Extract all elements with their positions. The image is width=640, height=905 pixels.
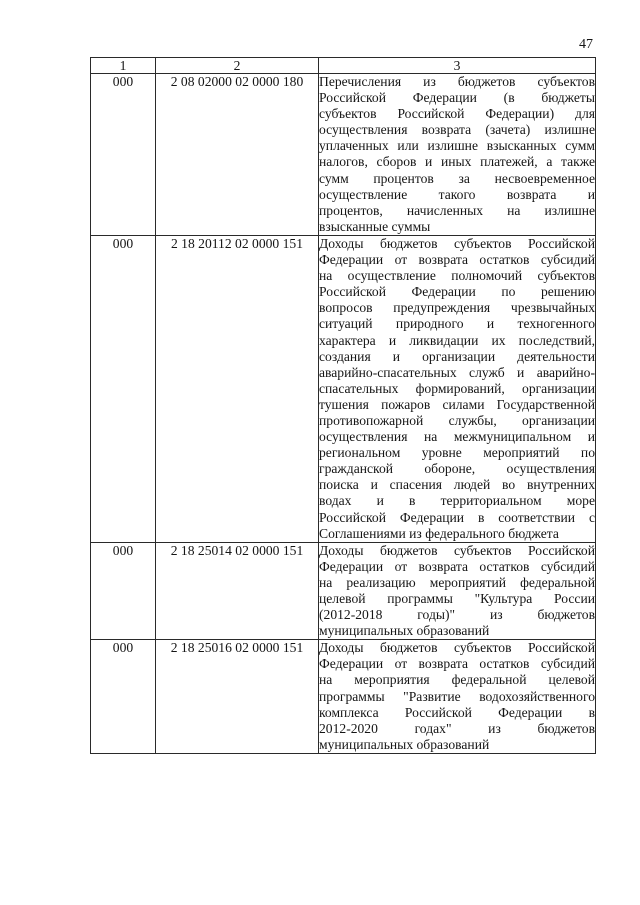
description-line: Доходы бюджетов субъектов Российской [319, 542, 595, 558]
description-line: комплекса Российской Федерации в [319, 704, 595, 720]
description-line: 2012-2020 годах" из бюджетов [319, 720, 595, 736]
description-line: (2012-2018 годы)" из бюджетов [319, 607, 595, 623]
description-cell [319, 235, 596, 542]
revenue-code-cell: 2 08 02000 02 0000 180 [156, 74, 319, 236]
admin-code-cell: 000 [91, 74, 156, 236]
admin-code-cell: 000 [91, 235, 156, 542]
description-cell [319, 542, 596, 640]
description-line: Доходы бюджетов субъектов Российской [319, 235, 595, 251]
description-line: водах и в территориальном море [319, 493, 595, 509]
description-line: на мероприятия федеральной целевой [319, 672, 595, 688]
description-line: осуществление такого возврата и [319, 186, 595, 202]
description-line: характера и ликвидации их последствий, [319, 332, 595, 348]
description-line: целевой программы "Культура России [319, 591, 595, 606]
table-row [91, 235, 596, 542]
description-line: процентов, начисленных на излишне [319, 202, 595, 218]
description-line: уплаченных или излишне взысканных сумм [319, 138, 595, 154]
table-header-row [91, 58, 596, 74]
admin-code-cell: 000 [91, 542, 156, 640]
description-line: сумм процентов за несвоевременное [319, 170, 595, 186]
description-line: Российской Федерации в соответствии с [319, 509, 595, 525]
column-header-1: 1 [91, 58, 156, 74]
description-line: вопросов предупреждения чрезвычайных [319, 300, 595, 316]
description-line: налогов, сборов и иных платежей, а также [319, 154, 595, 170]
page-number: 47 [579, 37, 593, 52]
admin-code-cell: 000 [91, 640, 156, 754]
description-line: поиска и спасения людей во внутренних [319, 477, 595, 493]
description-line: Федерации от возврата остатков субсидий [319, 252, 595, 268]
description-line: на реализацию мероприятий федеральной [319, 574, 595, 590]
revenue-code-cell: 2 18 25016 02 0000 151 [156, 640, 319, 754]
description-line: муниципальных образований [319, 736, 490, 752]
description-line: осуществления возврата (зачета) излишне [319, 122, 595, 138]
revenue-code-cell: 2 18 25014 02 0000 151 [156, 542, 319, 640]
description-line: Федерации от возврата остатков субсидий [319, 558, 595, 574]
table-row [91, 542, 596, 640]
budget-classification-table [90, 57, 596, 754]
description-line: Федерации от возврата остатков субсидий [319, 656, 595, 672]
description-line: Российской Федерации (в бюджеты [319, 90, 595, 106]
table-row [91, 74, 596, 236]
column-header-2: 2 [156, 58, 319, 74]
description-cell [319, 74, 596, 236]
description-line: гражданской обороне, осуществления [319, 461, 595, 477]
description-line: Российской Федерации по решению [319, 284, 595, 300]
table-row [91, 640, 596, 754]
description-cell [319, 640, 596, 754]
description-line: субъектов Российской Федерации) для [319, 106, 595, 122]
description-line: Перечисления из бюджетов субъектов [319, 74, 595, 89]
description-line: создания и организации деятельности [319, 348, 595, 364]
description-line: региональном уровне мероприятий по [319, 445, 595, 461]
revenue-code-cell: 2 18 20112 02 0000 151 [156, 235, 319, 542]
description-line: Доходы бюджетов субъектов Российской [319, 640, 595, 656]
description-line: программы "Развитие водохозяйственного [319, 688, 595, 704]
column-header-3: 3 [319, 58, 596, 74]
description-line: аварийно-спасательных служб и аварийно- [319, 364, 595, 380]
description-line: на осуществление полномочий субъектов [319, 268, 595, 284]
description-line: взысканные суммы [319, 218, 431, 234]
description-line: Соглашениями из федерального бюджета [319, 525, 559, 541]
description-line: муниципальных образований [319, 623, 490, 639]
description-line: осуществления на межмуниципальном и [319, 429, 595, 445]
description-line: спасательных формирований, организации [319, 380, 595, 396]
description-line: ситуаций природного и техногенного [319, 316, 595, 332]
description-line: противопожарной службы, организации [319, 412, 595, 428]
description-line: тушения пожаров силами Государственной [319, 396, 595, 412]
